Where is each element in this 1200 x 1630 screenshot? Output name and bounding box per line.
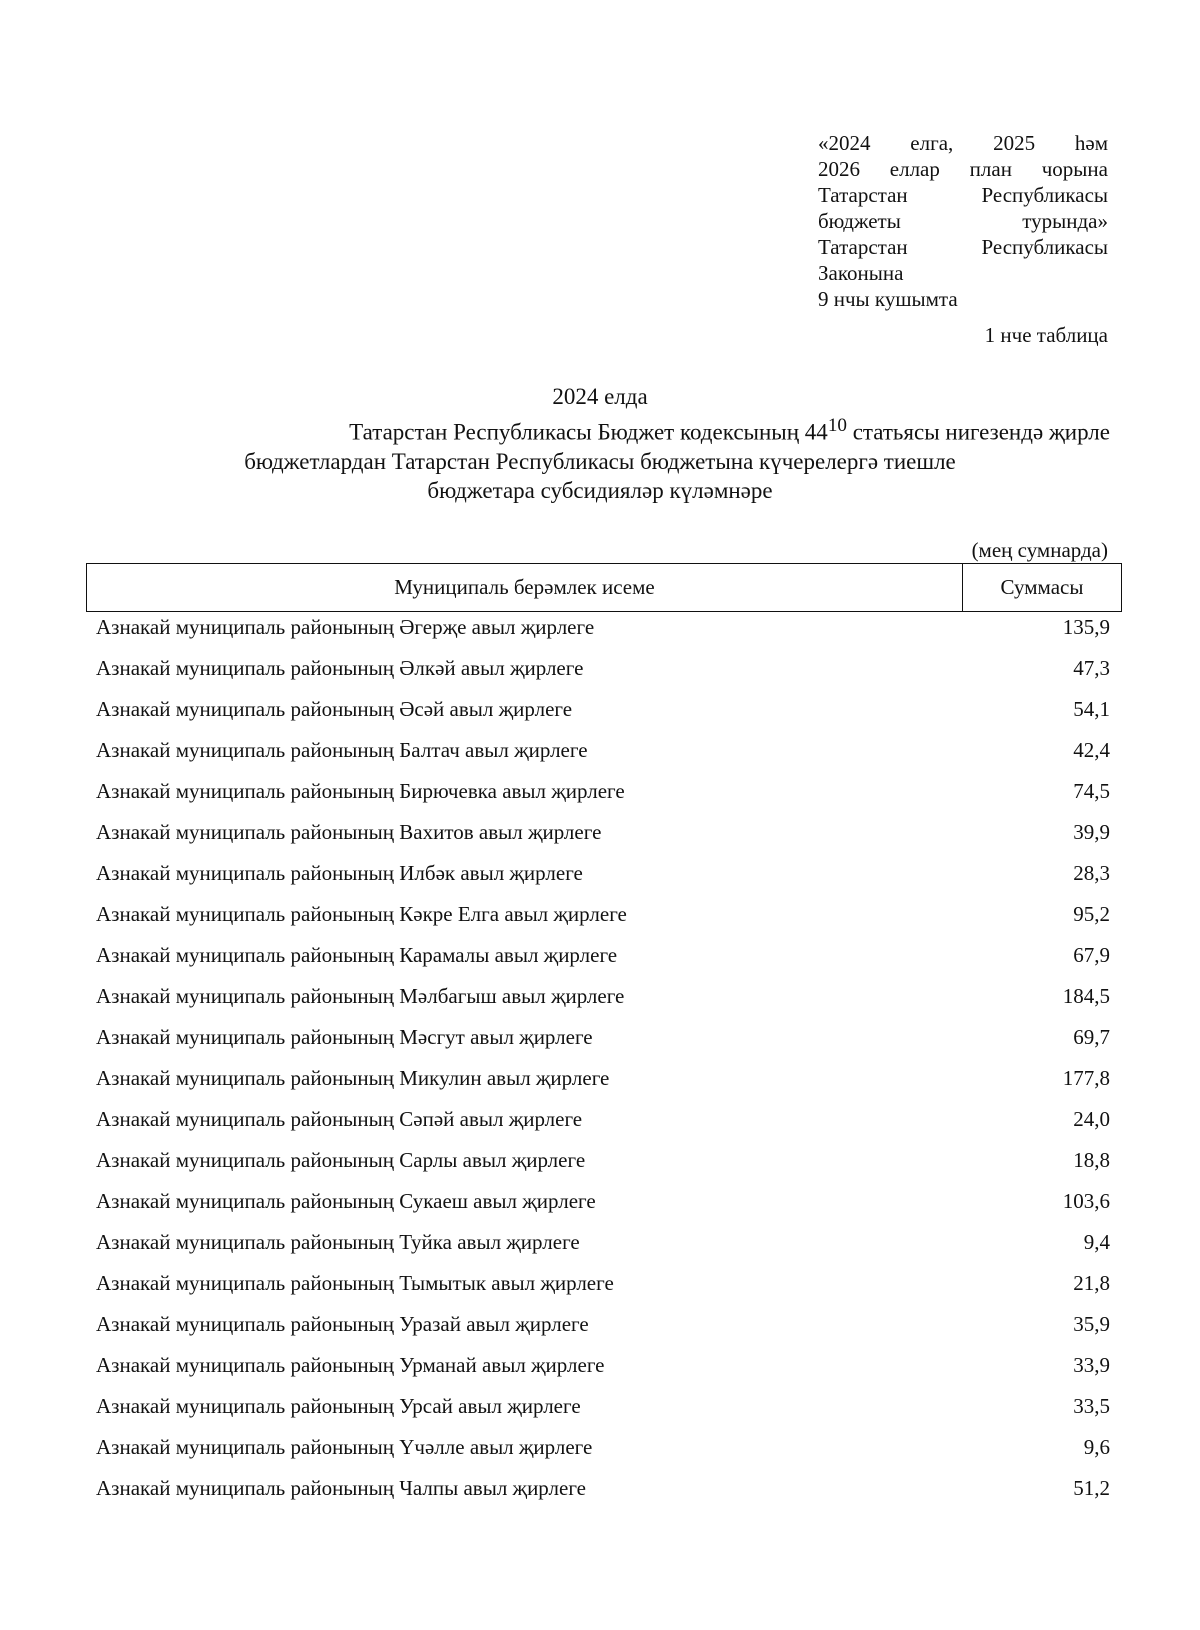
- row-name: Азнакай муниципаль районының Кәкре Елга авыл җирлеге: [96, 902, 627, 926]
- title-line-4: бюджетара субсидияләр күләмнәре: [427, 477, 773, 503]
- row-name: Азнакай муниципаль районының Әлкәй авыл җирлеге: [96, 656, 584, 680]
- table-row: [96, 1350, 1110, 1391]
- table-row: [96, 1391, 1110, 1432]
- row-name: Азнакай муниципаль районының Сукаеш авыл җирлеге: [96, 1189, 596, 1213]
- row-sum: 35,9: [1073, 1312, 1110, 1336]
- table-row: [96, 612, 1110, 653]
- annex-line-4: [818, 208, 1108, 234]
- row-sum: 95,2: [1073, 902, 1110, 926]
- row-name: Азнакай муниципаль районының Чалпы авыл җирлеге: [96, 1476, 586, 1500]
- row-sum: 39,9: [1073, 820, 1110, 844]
- title-line-2: [90, 411, 1110, 447]
- annex-word: план: [969, 157, 1012, 181]
- row-sum: 47,3: [1073, 656, 1110, 680]
- row-name: Азнакай муниципаль районының Бирючевка авыл җирлеге: [96, 779, 625, 803]
- table-row: [96, 653, 1110, 694]
- row-sum: 21,8: [1073, 1271, 1110, 1295]
- table-row: [96, 1309, 1110, 1350]
- annex-line-5: [818, 234, 1108, 260]
- document-title: [90, 382, 1110, 505]
- title-line-3: бюджетлардан Татарстан Республикасы бюджетына күчерелергә тиешле: [244, 448, 956, 474]
- row-sum: 103,6: [1062, 1189, 1110, 1213]
- row-name: Азнакай муниципаль районының Вахитов авыл җирлеге: [96, 820, 602, 844]
- annex-note: [818, 130, 1108, 312]
- annex-word: Татарстан: [818, 235, 908, 259]
- table-row: [96, 1268, 1110, 1309]
- row-name: Азнакай муниципаль районының Илбәк авыл җирлеге: [96, 861, 583, 885]
- table-row: [96, 1227, 1110, 1268]
- row-sum: 135,9: [1062, 615, 1110, 639]
- row-name: Азнакай муниципаль районының Туйка авыл җирлеге: [96, 1230, 580, 1254]
- row-sum: 177,8: [1062, 1066, 1110, 1090]
- table-row: [96, 981, 1110, 1022]
- row-sum: 9,6: [1083, 1435, 1110, 1459]
- annex-word: Республикасы: [981, 183, 1108, 207]
- row-sum: 24,0: [1073, 1107, 1110, 1131]
- annex-line-6: Законына: [818, 261, 904, 285]
- annex-word: Татарстан: [818, 183, 908, 207]
- title-line-2-start: Татарстан Республикасы Бюджет кодексының 44: [349, 419, 828, 445]
- table-row: [96, 1145, 1110, 1186]
- row-name: Азнакай муниципаль районының Тымытык авыл җирлеге: [96, 1271, 614, 1295]
- row-sum: 42,4: [1073, 738, 1110, 762]
- row-name: Азнакай муниципаль районының Микулин авыл җирлеге: [96, 1066, 610, 1090]
- row-name: Азнакай муниципаль районының Балтач авыл җирлеге: [96, 738, 588, 762]
- annex-word: еллар: [889, 157, 940, 181]
- annex-line-2: [818, 156, 1108, 182]
- annex-word: «2024: [818, 131, 871, 155]
- annex-line-3: [818, 182, 1108, 208]
- row-name: Азнакай муниципаль районының Әсәй авыл җирлеге: [96, 697, 573, 721]
- row-name: Азнакай муниципаль районының Сарлы авыл җирлеге: [96, 1148, 586, 1172]
- row-sum: 33,9: [1073, 1353, 1110, 1377]
- header-name: Муниципаль берәмлек исеме: [87, 564, 963, 611]
- annex-word: елга,: [910, 131, 954, 155]
- annex-word: турында»: [1022, 209, 1108, 233]
- row-name: Азнакай муниципаль районының Урсай авыл җирлеге: [96, 1394, 581, 1418]
- annex-word: Республикасы: [981, 235, 1108, 259]
- table-row: [96, 1022, 1110, 1063]
- table-row: [96, 1063, 1110, 1104]
- table-label: 1 нче таблица: [984, 323, 1108, 347]
- table-row: [96, 1186, 1110, 1227]
- title-line-1: 2024 елда: [552, 384, 648, 409]
- row-name: Азнакай муниципаль районының Карамалы авыл җирлеге: [96, 943, 618, 967]
- title-superscript: 10: [827, 415, 847, 436]
- row-sum: 28,3: [1073, 861, 1110, 885]
- annex-word: һәм: [1074, 131, 1108, 155]
- table-body: [96, 612, 1110, 1514]
- table-row: [96, 1432, 1110, 1473]
- annex-line-1: [818, 130, 1108, 156]
- table-row: [96, 1473, 1110, 1514]
- table-header: [86, 563, 1122, 612]
- row-sum: 33,5: [1073, 1394, 1110, 1418]
- row-sum: 69,7: [1073, 1025, 1110, 1049]
- table-row: [96, 817, 1110, 858]
- row-sum: 18,8: [1073, 1148, 1110, 1172]
- row-sum: 67,9: [1073, 943, 1110, 967]
- units-note: (мең сумнарда): [971, 538, 1108, 562]
- row-sum: 9,4: [1083, 1230, 1110, 1254]
- row-name: Азнакай муниципаль районының Сәпәй авыл җирлеге: [96, 1107, 583, 1131]
- table-row: [96, 899, 1110, 940]
- row-name: Азнакай муниципаль районының Үчәлле авыл җирлеге: [96, 1435, 593, 1459]
- table-row: [96, 735, 1110, 776]
- annex-line-7: 9 нчы кушымта: [818, 287, 958, 311]
- row-sum: 184,5: [1062, 984, 1110, 1008]
- row-sum: 51,2: [1073, 1476, 1110, 1500]
- table-row: [96, 1104, 1110, 1145]
- row-name: Азнакай муниципаль районының Мәсгут авыл җирлеге: [96, 1025, 593, 1049]
- row-sum: 54,1: [1073, 697, 1110, 721]
- table-row: [96, 694, 1110, 735]
- table-row: [96, 776, 1110, 817]
- row-name: Азнакай муниципаль районының Мәлбагыш авыл җирлеге: [96, 984, 625, 1008]
- annex-word: бюджеты: [818, 209, 901, 233]
- row-name: Азнакай муниципаль районының Урманай авыл җирлеге: [96, 1353, 605, 1377]
- annex-word: чорына: [1041, 157, 1108, 181]
- row-name: Азнакай муниципаль районының Әгерҗе авыл җирлеге: [96, 615, 595, 639]
- header-sum: Суммасы: [1000, 575, 1084, 599]
- annex-word: 2025: [993, 131, 1036, 155]
- title-line-2-end: статьясы нигезендә җирле: [846, 419, 1110, 445]
- row-name: Азнакай муниципаль районының Уразай авыл җирлеге: [96, 1312, 589, 1336]
- row-sum: 74,5: [1073, 779, 1110, 803]
- table-row: [96, 858, 1110, 899]
- annex-word: 2026: [818, 157, 860, 181]
- table-row: [96, 940, 1110, 981]
